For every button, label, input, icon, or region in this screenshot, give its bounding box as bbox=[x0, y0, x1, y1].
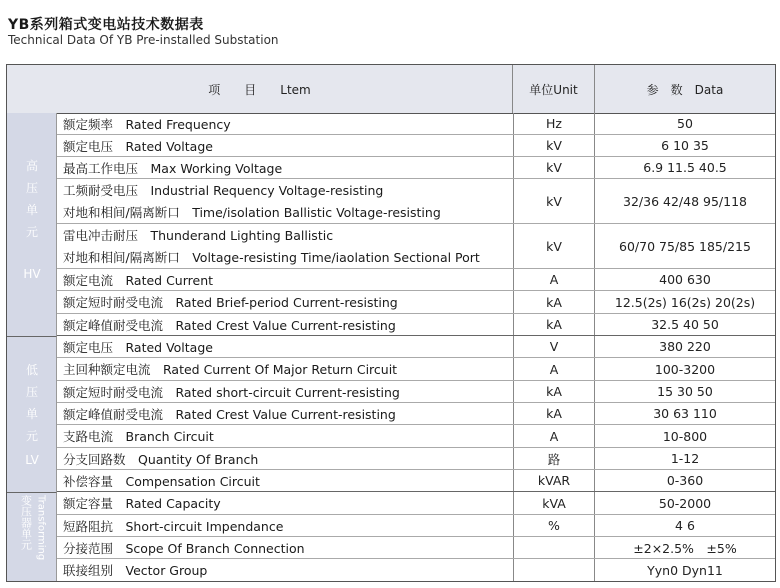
page-title-cn: YB系列箱式变电站技术数据表 bbox=[8, 17, 204, 33]
row-name: 分接范围 Scope Of Branch Connection bbox=[63, 540, 305, 556]
row-name-line2: 对地和相间/隔离断口 Voltage-resisting Time/iaolation Sectional Port bbox=[63, 250, 480, 265]
row-unit: Hz bbox=[513, 113, 595, 134]
row-unit: A bbox=[513, 425, 595, 447]
table-row bbox=[57, 448, 775, 470]
row-unit: kV bbox=[513, 135, 595, 156]
row-name: 额定短时耐受电流 Rated short-circuit Current-resisting bbox=[63, 384, 400, 400]
row-value: 30 63 110 bbox=[653, 406, 717, 421]
row-unit: kA bbox=[513, 403, 595, 424]
header-item: 项 目 Ltem bbox=[7, 65, 513, 113]
hv-char-2: 压 bbox=[25, 181, 38, 195]
row-name: 分支回路数 Quantity Of Branch bbox=[63, 451, 259, 467]
table-row bbox=[57, 559, 775, 581]
row-unit: kA bbox=[513, 291, 595, 313]
transformer-label-cn: 变压器单元 bbox=[19, 495, 33, 550]
lv-char-2: 压 bbox=[25, 385, 38, 399]
header-unit: 单位Unit bbox=[513, 65, 595, 113]
table-row bbox=[57, 314, 775, 336]
row-unit: 路 bbox=[513, 448, 595, 469]
row-value: 400 630 bbox=[659, 272, 711, 287]
row-value: Yyn0 Dyn11 bbox=[647, 562, 723, 578]
page-title-en: Technical Data Of YB Pre-installed Substation bbox=[8, 33, 279, 47]
row-value: ±2×2.5% ±5% bbox=[633, 540, 737, 556]
row-name: 联接组别 Vector Group bbox=[63, 563, 208, 578]
row-value: 4 6 bbox=[675, 518, 695, 533]
row-name: 补偿容量 Compensation Circuit bbox=[63, 473, 260, 489]
row-unit: V bbox=[513, 336, 595, 357]
header-data: 参 数 Data bbox=[646, 82, 724, 97]
row-name: 额定电流 Rated Current bbox=[63, 272, 214, 288]
row-name: 主回种额定电流 Rated Current Of Major Return Circuit bbox=[63, 362, 398, 377]
row-value: 1-12 bbox=[670, 451, 700, 466]
transformer-group-column bbox=[7, 492, 57, 581]
table-row bbox=[57, 336, 775, 358]
row-value: 15 30 50 bbox=[657, 384, 713, 399]
row-name: 雷电冲击耐压 Thunderand Lighting Ballistic bbox=[63, 228, 334, 243]
row-value: 0-360 bbox=[666, 473, 704, 488]
row-name: 最高工作电压 Max Working Voltage bbox=[63, 160, 283, 176]
row-value: 100-3200 bbox=[654, 361, 716, 377]
row-unit: kV bbox=[513, 179, 595, 223]
row-unit: kA bbox=[513, 381, 595, 402]
hv-group-column bbox=[7, 113, 57, 336]
row-name: 额定容量 Rated Capacity bbox=[63, 496, 221, 511]
transformer-label-en: Transforming bbox=[35, 495, 47, 561]
row-name: 额定短时耐受电流 Rated Brief-period Current-resisting bbox=[63, 295, 398, 310]
row-name: 额定电压 Rated Voltage bbox=[63, 138, 213, 154]
row-value: 380 220 bbox=[659, 339, 711, 354]
row-value: 60/70 75/85 185/215 bbox=[619, 238, 751, 254]
table-row bbox=[57, 425, 775, 448]
row-name: 额定峰值耐受电流 Rated Crest Value Current-resisting bbox=[63, 317, 396, 333]
table-row bbox=[57, 492, 775, 515]
row-name: 工频耐受电压 Industrial Requency Voltage-resisting bbox=[63, 183, 384, 198]
hv-char-3: 单 bbox=[25, 203, 38, 217]
row-unit: kV bbox=[513, 224, 595, 268]
row-value: 32.5 40 50 bbox=[651, 317, 719, 332]
table-row bbox=[57, 291, 775, 314]
table-row bbox=[57, 358, 775, 381]
technical-data-table bbox=[6, 64, 776, 582]
table-row bbox=[57, 537, 775, 559]
table-row bbox=[57, 157, 775, 179]
row-unit: kA bbox=[513, 314, 595, 335]
row-unit: kV bbox=[513, 157, 595, 178]
row-unit: A bbox=[513, 358, 595, 380]
row-unit: kVAR bbox=[513, 470, 595, 491]
hv-char-1: 高 bbox=[25, 159, 38, 173]
row-value: 6.9 11.5 40.5 bbox=[643, 160, 727, 175]
row-name: 支路电流 Branch Circuit bbox=[63, 429, 214, 444]
table-row bbox=[57, 515, 775, 537]
hv-char-4: 元 bbox=[25, 225, 38, 239]
row-value: 12.5(2s) 16(2s) 20(2s) bbox=[614, 294, 756, 310]
table-row bbox=[57, 403, 775, 425]
row-value: 50 bbox=[677, 116, 693, 131]
lv-char-1: 低 bbox=[25, 363, 38, 377]
lv-char-4: 元 bbox=[25, 429, 38, 443]
table-row bbox=[57, 381, 775, 403]
table-row bbox=[57, 269, 775, 291]
table-row bbox=[57, 179, 775, 224]
lv-group-column bbox=[7, 336, 57, 492]
row-unit: kVA bbox=[513, 492, 595, 514]
hv-code: HV bbox=[23, 267, 41, 281]
table-row bbox=[57, 224, 775, 269]
row-value: 50-2000 bbox=[658, 495, 712, 511]
row-value: 32/36 42/48 95/118 bbox=[623, 193, 747, 209]
table-row bbox=[57, 113, 775, 135]
table-row bbox=[57, 135, 775, 157]
row-unit: A bbox=[513, 269, 595, 290]
row-name: 额定电压 Rated Voltage bbox=[63, 339, 213, 355]
row-unit bbox=[513, 537, 595, 558]
transformer-label bbox=[11, 495, 53, 580]
row-value: 6 10 35 bbox=[661, 138, 709, 153]
row-value: 10-800 bbox=[662, 428, 708, 444]
lv-char-3: 单 bbox=[25, 407, 38, 421]
table-row bbox=[57, 470, 775, 492]
row-name: 额定峰值耐受电流 Rated Crest Value Current-resisting bbox=[63, 406, 396, 422]
row-name-line2: 对地和相间/隔离断口 Time/isolation Ballistic Voltage-resisting bbox=[63, 205, 441, 220]
table-header bbox=[7, 65, 775, 114]
row-name: 短路阻抗 Short-circuit Impendance bbox=[63, 518, 284, 534]
lv-code: LV bbox=[25, 453, 39, 467]
row-unit: % bbox=[513, 515, 595, 536]
row-unit bbox=[513, 559, 595, 581]
row-name: 额定频率 Rated Frequency bbox=[63, 116, 231, 132]
